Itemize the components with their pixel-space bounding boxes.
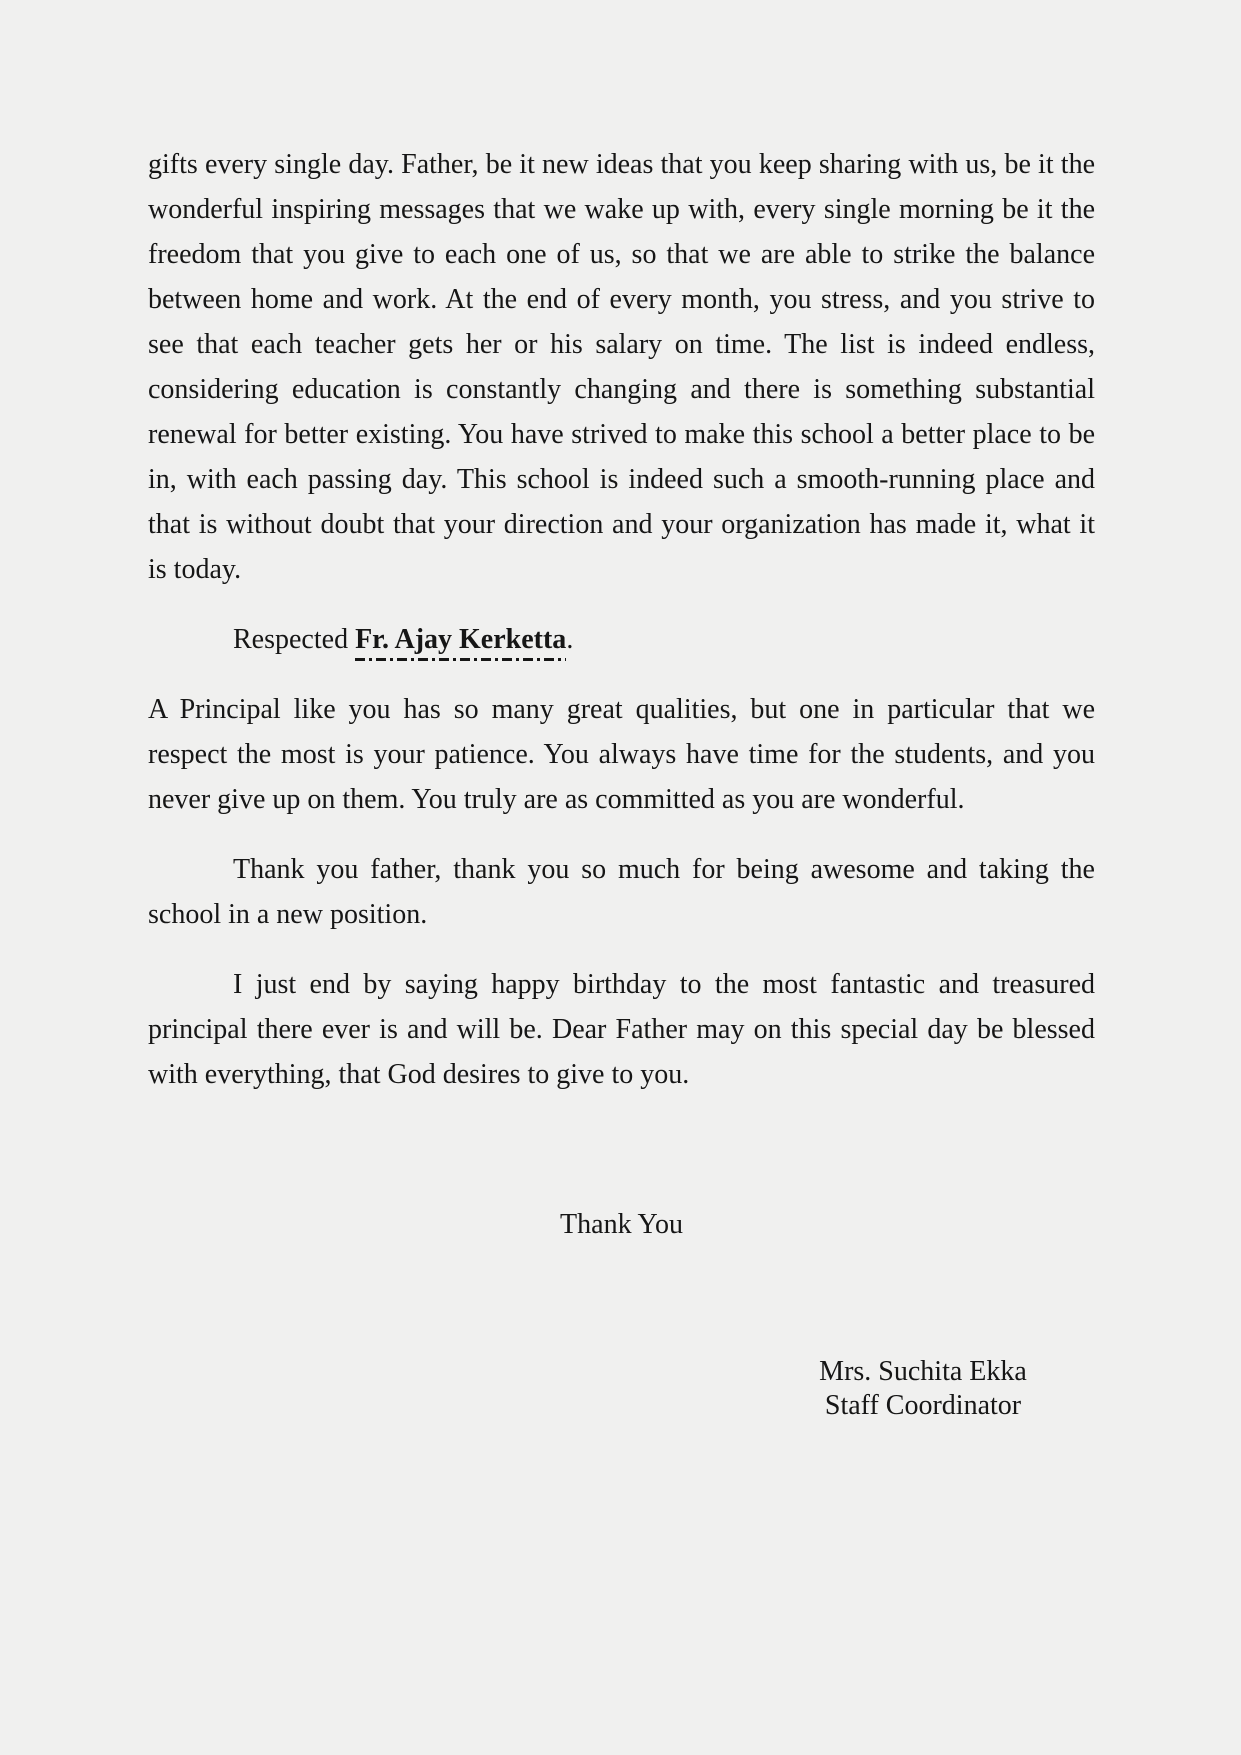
signature-title: Staff Coordinator (824, 1390, 1022, 1421)
signature-block (773, 1355, 1073, 1423)
signature-name: Mrs. Suchita Ekka (819, 1356, 1027, 1387)
principal-name: Fr. Ajay Kerketta (355, 624, 566, 661)
closing-thank-you: Thank You (560, 1209, 683, 1240)
body-paragraph-4: I just end by saying happy birthday to the most fantastic and treasured principal there ever is and will be. Dear Father may on this special day be blessed with everything, that God desires to give to you. (148, 969, 1095, 1090)
salutation-suffix: . (566, 624, 574, 655)
body-paragraph-2: A Principal like you has so many great qualities, but one in particular that we respect the most is your patience. You always have time for the students, and you never give up on them. You truly are as committed as you are wonderful. (148, 694, 1095, 815)
salutation-prefix: Respected (233, 624, 356, 655)
salutation-line (148, 617, 1095, 662)
body-paragraph-1: gifts every single day. Father, be it new ideas that you keep sharing with us, be it the wonderful inspiring messages that we wake up with, every single morning be it the freedom that you give to each one of us, so that we are able to strike the balance between home and work. At the end of every month, you stress, and you strive to see that each teacher gets her or his salary on time. The list is indeed endless, considering education is constantly changing and there is something substantial renewal for better existing. You have strived to make this school a better place to be in, with each passing day. This school is indeed such a smooth-running place and that is without doubt that your direction and your organization has made it, what it is today. (148, 149, 1095, 585)
body-paragraph-3: Thank you father, thank you so much for being awesome and taking the school in a new position. (148, 854, 1095, 930)
